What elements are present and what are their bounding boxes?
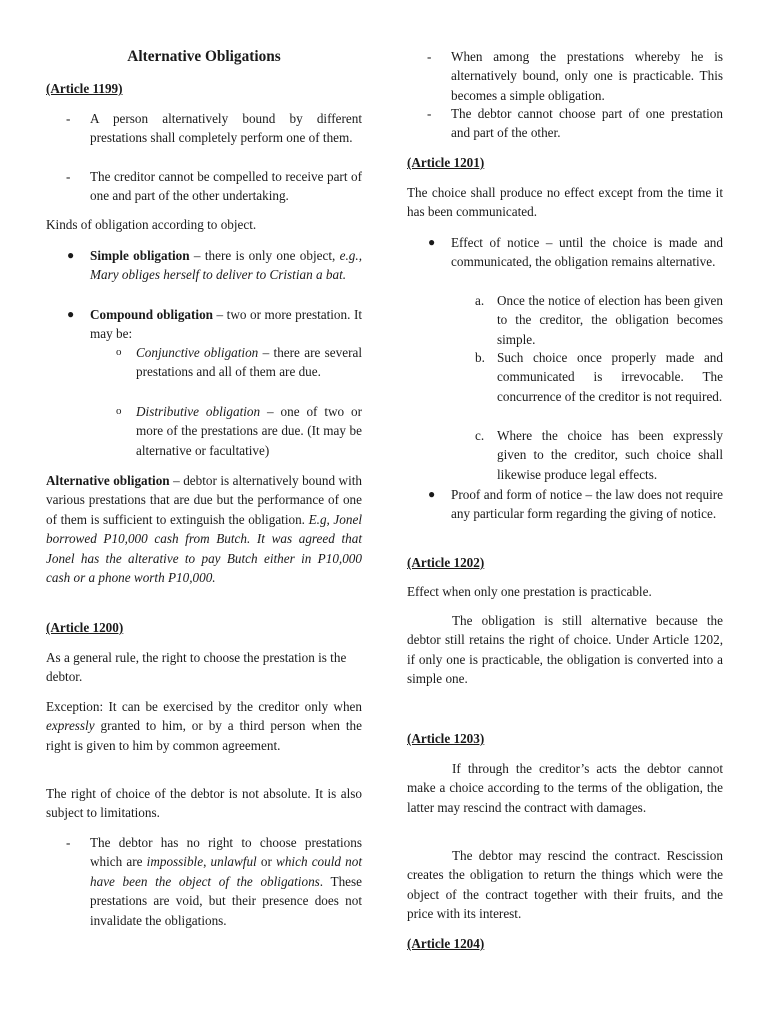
circle-marker: o xyxy=(116,405,122,417)
general-rule: As a general rule, the right to choose the prestation is the debtor. xyxy=(46,650,347,685)
list-item-simple: ● Simple obligation – there is only one object, e.g., Mary obliges herself to deliver to Cristian a bat. xyxy=(67,248,362,283)
choice-effect-paragraph: The choice shall produce no effect except from the time it has been communicated. xyxy=(407,185,723,220)
bullet-marker: ● xyxy=(428,235,436,249)
list-item: - The creditor cannot be compelled to receive part of one and part of the other undertaking. xyxy=(66,169,362,204)
list-item: a. Once the notice of election has been given to the creditor, the obligation becomes simple. xyxy=(475,293,723,347)
alpha-marker: c. xyxy=(475,428,485,443)
bullet-marker: ● xyxy=(428,487,436,501)
alternative-obligation-definition: Alternative obligation – debtor is alternatively bound with various prestations that are due but the performance of one of them is sufficient to extinguish the obligation. E.g, Jonel borrowed P10,000 cash from Butch. It was agreed that Jonel has the alterative to pay Butch either in P10,000 cash or a phone worth P10,000. xyxy=(46,473,362,586)
still-alternative-paragraph: The obligation is still alternative because the debtor still retains the right of choice. Under Article 1202, if only one is practicable, the obligation is converted into a simple one. xyxy=(407,613,723,687)
list-item-effect-of-notice: ● Effect of notice – until the choice is made and communicated, the obligation remains alternative. xyxy=(428,235,723,270)
distributive-term: Distributive obligation xyxy=(136,404,261,419)
list-item-compound: ● Compound obligation – two or more prestation. It may be: xyxy=(67,307,362,342)
article-1200-heading: (Article 1200) xyxy=(46,620,124,635)
list-item-distributive: o Distributive obligation – one of two or more of the prestations are due. (It may be alternative or facultative) xyxy=(116,404,362,458)
kinds-intro: Kinds of obligation according to object. xyxy=(46,217,257,232)
dash-marker: - xyxy=(66,835,71,850)
article-1201-heading: (Article 1201) xyxy=(407,155,485,170)
list-item: b. Such choice once properly made and communicated is irrevocable. The concurrence of the creditor is not required. xyxy=(475,350,723,404)
bullet-marker: ● xyxy=(67,307,75,321)
alpha-marker: b. xyxy=(475,350,485,365)
list-item: c. Where the choice has been expressly given to the creditor, such choice shall likewise produce legal effects. xyxy=(475,428,723,482)
list-item: - The debtor has no right to choose prestations which are impossible, unlawful or which could not have been the object of the obligations. These prestations are void, but their presence does not invalidate the obligations. xyxy=(66,835,363,928)
rescission-paragraph: The debtor may rescind the contract. Rescission creates the obligation to return the things which were the object of the contract together with their fruits, and the price with its interest. xyxy=(407,848,723,922)
article-1202-heading: (Article 1202) xyxy=(407,555,485,570)
article-1204-heading: (Article 1204) xyxy=(407,936,485,951)
list-item: - When among the prestations whereby he is alternatively bound, only one is practicable. This becomes a simple obligation. xyxy=(427,49,723,103)
article-1199-heading: (Article 1199) xyxy=(46,81,123,96)
list-item-proof-of-notice: ● Proof and form of notice – the law does not require any particular form regarding the giving of notice. xyxy=(428,487,723,522)
list-item: - The debtor cannot choose part of one prestation and part of the other. xyxy=(427,106,723,141)
only-one-practicable: Effect when only one prestation is practicable. xyxy=(407,584,652,599)
not-absolute-paragraph: The right of choice of the debtor is not absolute. It is also subject to limitations. xyxy=(46,786,362,821)
article-1203-heading: (Article 1203) xyxy=(407,731,485,746)
list-item-conjunctive: o Conjunctive obligation – there are several prestations and all of them are due. xyxy=(116,345,362,380)
list-item: - A person alternatively bound by different prestations shall completely perform one of them. xyxy=(66,111,362,146)
simple-term: Simple obligation xyxy=(90,248,190,263)
bullet-marker: ● xyxy=(67,248,75,262)
document-title: Alternative Obligations xyxy=(127,48,281,65)
dash-marker: - xyxy=(66,111,71,126)
dash-marker: - xyxy=(427,49,432,64)
alpha-marker: a. xyxy=(475,293,485,308)
dash-marker: - xyxy=(427,106,432,121)
creditor-acts-paragraph: If through the creditor’s acts the debtor cannot make a choice according to the terms of the obligation, the latter may rescind the contract with damages. xyxy=(407,761,723,815)
compound-term: Compound obligation xyxy=(90,307,213,322)
circle-marker: o xyxy=(116,346,122,358)
dash-marker: - xyxy=(66,169,71,184)
conjunctive-term: Conjunctive obligation xyxy=(136,345,259,360)
exception-paragraph: Exception: It can be exercised by the creditor only when expressly granted to him, or by a third person when the right is given to him by common agreement. xyxy=(46,699,362,753)
